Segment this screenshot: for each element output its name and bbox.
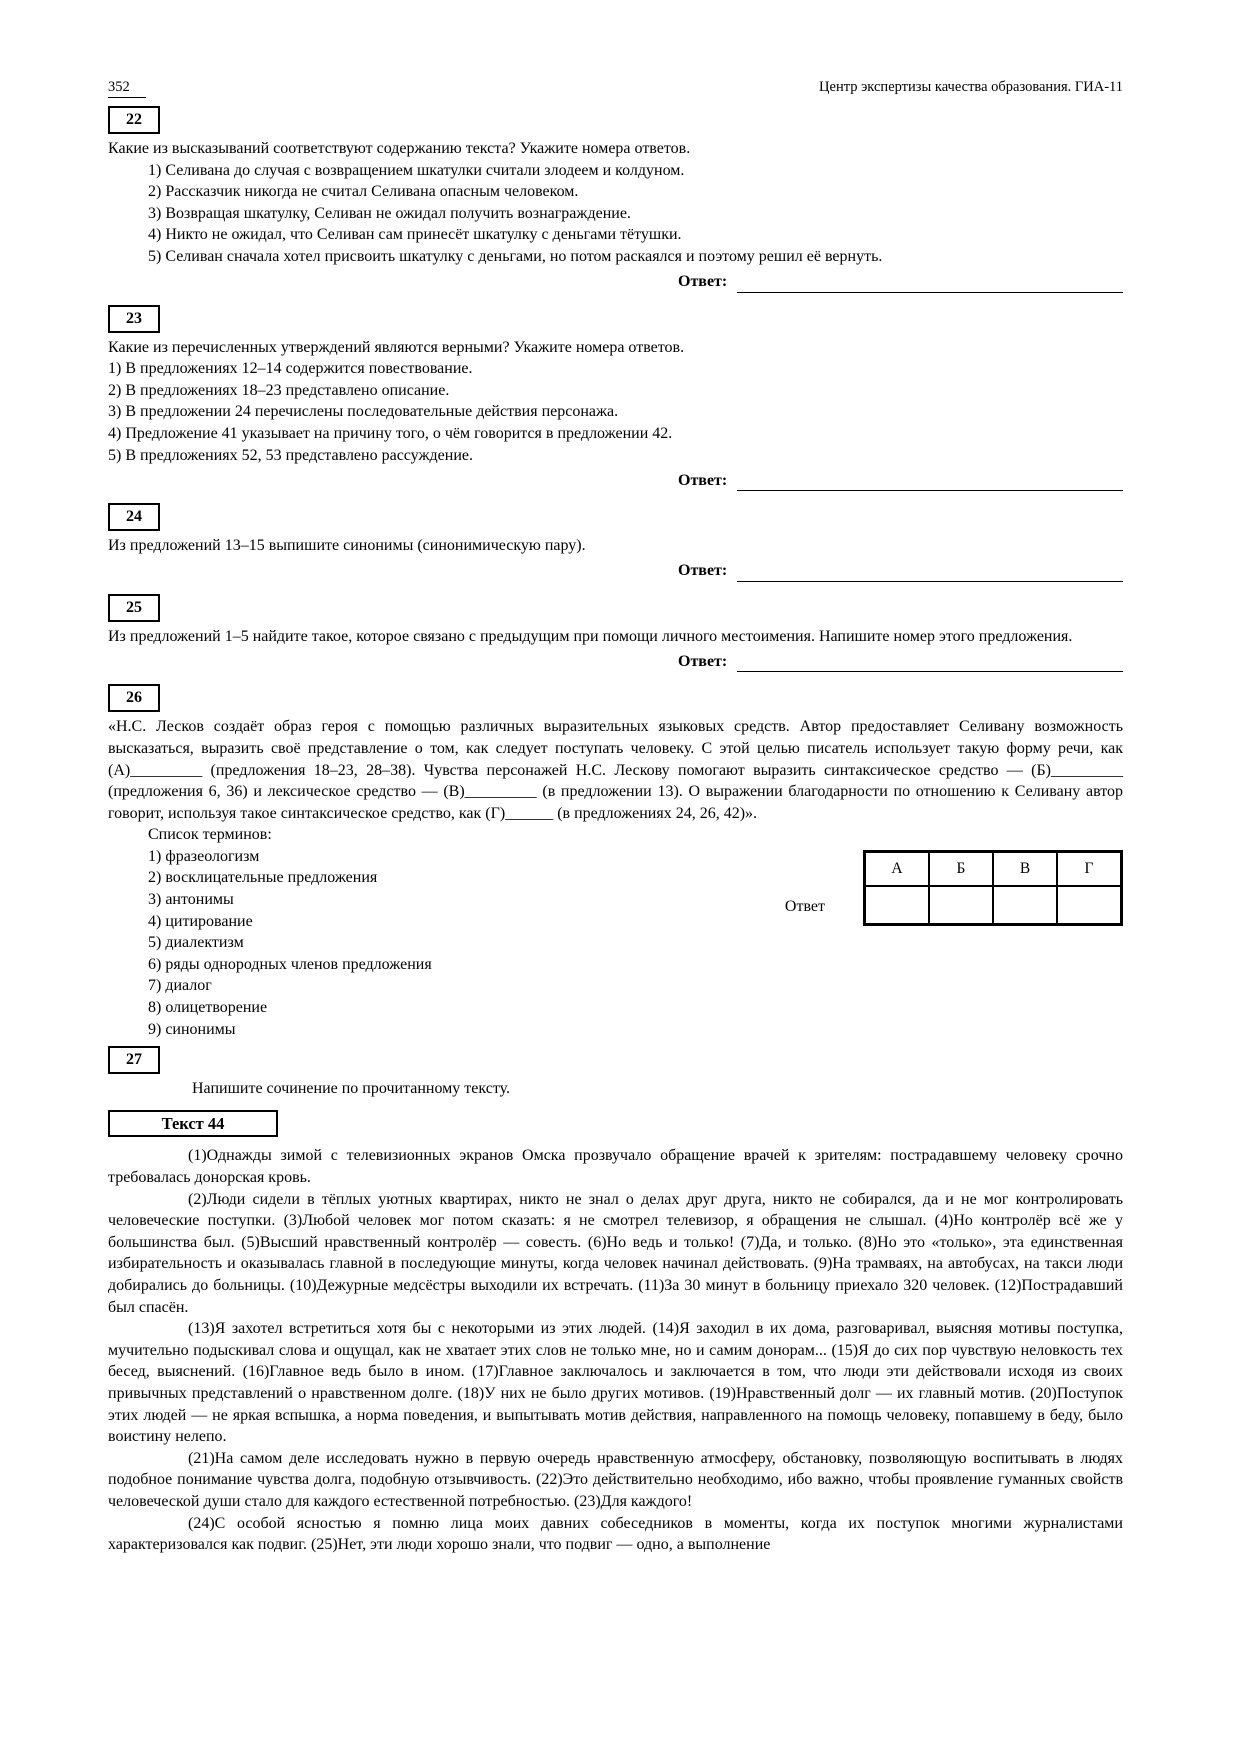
question-26 — [108, 678, 1123, 1040]
term-item-8: 8) олицетворение — [148, 999, 268, 1017]
question-23-option-5: 5) В предложениях 52, 53 представлено рассуждение. — [108, 446, 473, 464]
question-24-prompt: Из предложений 13–15 выпишите синонимы (синонимическую пару). — [108, 537, 586, 555]
question-26-terms-block — [108, 824, 1123, 1040]
header-organization-label: Центр экспертизы качества образования. ГИА-11 — [819, 79, 1123, 95]
text-44-paragraph-1: (1)Однажды зимой с телевизионных экранов Омска прозвучало обращение врачей к зрителям: пострадавшему человеку срочно требовалась донорская кровь. — [108, 1147, 1123, 1186]
question-25-prompt: Из предложений 1–5 найдите такое, которое связано с предыдущим при помощи личного местоимения. Напишите номер этого предложения. — [108, 627, 1073, 645]
answer-table-header-row — [865, 852, 1122, 887]
question-23-answer-row — [678, 469, 1123, 491]
question-23-option-1: 1) В предложениях 12–14 содержится повествование. — [108, 360, 473, 378]
term-item-2: 2) восклицательные предложения — [148, 869, 378, 887]
question-22-answer-row — [678, 271, 1123, 293]
question-24-number-box: 24 — [108, 503, 160, 531]
question-25 — [108, 588, 1123, 673]
term-item-1: 1) фразеологизм — [148, 847, 260, 865]
answer-table-header-a: А — [865, 852, 930, 887]
question-22 — [108, 100, 1123, 293]
answer-label: Ответ: — [678, 471, 728, 489]
question-22-prompt: Какие из высказываний соответствуют содержанию текста? Укажите номера ответов. — [108, 140, 691, 157]
question-26-number-box: 26 — [108, 684, 160, 712]
answer-label: Ответ: — [678, 652, 728, 670]
term-item-4: 4) цитирование — [148, 912, 253, 930]
term-item-9: 9) синонимы — [148, 1020, 236, 1038]
question-22-option-2: 2) Рассказчик никогда не считал Селивана опасным человеком. — [148, 183, 579, 201]
page-number: 352 — [108, 78, 146, 98]
question-27-prompt: Напишите сочинение по прочитанному тексту. — [192, 1080, 511, 1098]
question-23-number-box: 23 — [108, 305, 160, 333]
question-22-option-3: 3) Возвращая шкатулку, Селиван не ожидал получить вознаграждение. — [148, 204, 631, 222]
text-44-title-box: Текст 44 — [108, 1110, 278, 1138]
question-23-answer-field[interactable] — [737, 470, 1123, 491]
terms-list-title: Список терминов: — [148, 826, 272, 844]
question-23-prompt: Какие из перечисленных утверждений являются верными? Укажите номера ответов. — [108, 338, 685, 356]
answer-cell-a[interactable] — [865, 886, 930, 925]
answer-cell-g[interactable] — [1057, 886, 1122, 925]
question-25-answer-row — [678, 650, 1123, 672]
text-44-paragraph-4: (21)На самом деле исследовать нужно в первую очередь нравственную атмосферу, обстановку, позволяющую воспитывать в людях подобное понимание чувства долга, подобную отзывчивость. (22)Это действительно необходимо, ибо важно, чтобы проявление гуманных свойств человеческой души стало для каждого естественной потребностью. (23)Для каждого! — [108, 1449, 1123, 1510]
answer-table-header-v: В — [993, 852, 1057, 887]
question-27-number-box: 27 — [108, 1046, 160, 1074]
term-item-5: 5) диалектизм — [148, 934, 244, 952]
answer-label: Ответ: — [678, 562, 728, 580]
term-item-6: 6) ряды однородных членов предложения — [148, 955, 432, 973]
answer-table-header-g: Г — [1057, 852, 1122, 887]
question-27 — [108, 1040, 1123, 1100]
question-26-answer-table — [863, 850, 1123, 926]
question-26-task-text: «Н.С. Лесков создаёт образ героя с помощью различных выразительных языковых средств. Автор предоставляет Селивану возможность высказаться, выразить своё представление о том, как следует поступать человеку. С этой целью писатель использует такую форму речи, как (А)_________ (предложения 18–23, 28–38). Чувства персонажей Н.С. Лескову помогают выразить синтаксическое средство — (Б)_________ (предложения 6, 36) и лексическое средство — (В)_________ (в предложении 13). О выражении благодарности по отношению к Селивану автор говорит, используя такое синтаксическое средство, как (Г)______ (в предложениях 24, 26, 42)». — [108, 718, 1123, 822]
text-44-section — [108, 1110, 1123, 1556]
answer-word-label: Ответ — [784, 898, 825, 916]
text-44-paragraph-3: (13)Я захотел встретиться хотя бы с некоторыми из этих людей. (14)Я заходил в их дома, разговаривал, выясняя мотивы поступка, мучительно подыскивал слова и ощущал, как не хватает этих слов не только мне, но и самим донорам... (15)Я до сих пор чувствую неловкость тех бесед, выяснений. (16)Главное ведь было в ином. (17)Главное заключалось и заключается в том, что люди эти действовали исходя из своих привычных представлений о нравственном долге. (18)У них не было других мотивов. (19)Нравственный долг — их главный мотив. (20)Поступок этих людей — не яркая вспышка, а норма поведения, и выпытывать мотив действия, направленного на помощь человеку, попавшему в беду, было воистину нелепо. — [108, 1320, 1123, 1446]
question-23-option-4: 4) Предложение 41 указывает на причину того, о чём говорится в предложении 42. — [108, 424, 673, 442]
question-22-option-4: 4) Никто не ожидал, что Селиван сам принесёт шкатулку с деньгами тётушки. — [148, 226, 682, 244]
question-23-option-2: 2) В предложениях 18–23 представлено описание. — [108, 381, 450, 399]
question-22-number-box: 22 — [108, 106, 160, 134]
question-23 — [108, 299, 1123, 492]
question-25-number-box: 25 — [108, 594, 160, 622]
answer-cell-b[interactable] — [929, 886, 993, 925]
question-24-answer-row — [678, 560, 1123, 582]
term-item-7: 7) диалог — [148, 977, 212, 995]
answer-label: Ответ: — [678, 272, 728, 290]
term-item-3: 3) антонимы — [148, 891, 234, 909]
question-22-option-1: 1) Селивана до случая с возвращением шкатулки считали злодеем и колдуном. — [148, 161, 685, 179]
answer-table-input-row — [865, 886, 1122, 925]
question-26-answer-area — [785, 850, 1123, 926]
question-24-answer-field[interactable] — [737, 561, 1123, 582]
question-22-option-5: 5) Селиван сначала хотел присвоить шкатулку с деньгами, но потом раскаялся и поэтому решил её вернуть. — [148, 247, 883, 265]
question-23-option-3: 3) В предложении 24 перечислены последовательные действия персонажа. — [108, 403, 619, 421]
question-22-answer-field[interactable] — [737, 272, 1123, 293]
page-header — [108, 78, 1123, 98]
text-44-paragraph-5: (24)С особой ясностью я помню лица моих давних собеседников в моменты, когда их поступок многими журналистами характеризовался как подвиг. (25)Нет, эти люди хорошо знали, что подвиг — одно, а выполнение — [108, 1514, 1123, 1554]
question-24 — [108, 497, 1123, 582]
question-25-answer-field[interactable] — [737, 651, 1123, 672]
text-44-paragraph-2: (2)Люди сидели в тёплых уютных квартирах, никто не знал о делах друг друга, никто не собирался, да и не мог контролировать человеческие поступки. (3)Любой человек мог потом сказать: я не смотрел телевизор, я обращения не слышал. (4)Но контролёр всё же у большинства был. (5)Высший нравственный контролёр — совесть. (6)Но ведь и только! (7)Да, и только. (8)Но это «только», эта единственная избирательность и оказывалась главной в последующие минуты, когда человек начинал действовать. (9)На трамваях, на автобусах, на такси люди добирались до больницы. (10)Дежурные медсёстры выходили их встречать. (11)За 30 минут в больницу приехало 320 человек. (12)Пострадавший был спасён. — [108, 1190, 1123, 1316]
answer-cell-v[interactable] — [993, 886, 1057, 925]
answer-table-header-b: Б — [929, 852, 993, 887]
